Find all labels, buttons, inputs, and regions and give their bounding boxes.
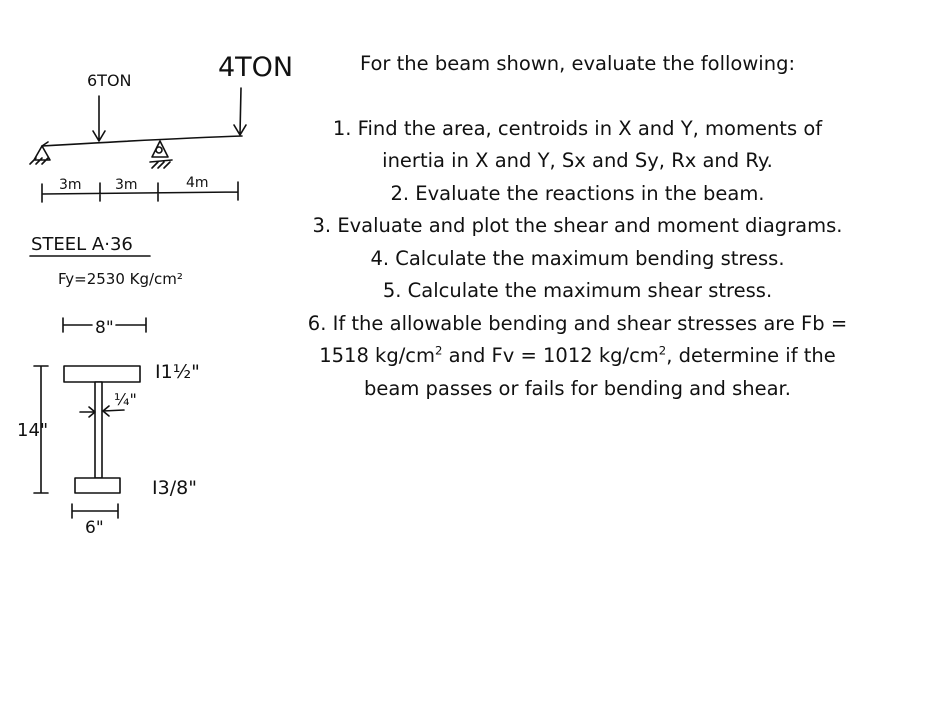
bottom-flange-width-dimension [72,504,118,518]
yield-strength-label: Fy=2530 Kg/cm² [58,270,183,288]
web-thickness-label: ¼" [114,390,137,409]
middle-support-icon [150,141,172,168]
load-4ton-label: 4TON [218,52,294,83]
load-6ton-label: 6TON [87,71,132,90]
top-flange-thickness-label: I1½" [155,361,200,383]
question-5: 5. Calculate the maximum shear stress. [382,279,773,302]
problem-statement [305,48,850,405]
top-flange-width-label: 8" [95,318,114,338]
depth-label: 14" [17,420,49,441]
beam-sketch [0,0,310,560]
question-3: 3. Evaluate and plot the shear and moment diagrams. [312,214,843,237]
question-6: 6. If the allowable bending and shear stresses are Fb = 1518 $kg/cm^2$ and Fv = 1012 $kg/cm^2$, determine if the beam passes or fails for bending and shear. [307,311,848,400]
question-2: 2. Evaluate the reactions in the beam. [390,181,765,205]
load-4ton-arrow [234,88,246,135]
bottom-flange-width-label: 6" [85,518,104,538]
material-label: STEEL A·36 [31,234,133,255]
web [95,382,102,478]
question-1: 1. Find the area, centroids in X and Y, moments of inertia in X and Y, Sx and Sy, Rx and Ry. [332,116,823,172]
question-4: 4. Calculate the maximum bending stress. [370,246,785,270]
beam-line [42,136,242,146]
top-flange [64,366,140,382]
span-1-label: 3m [59,177,82,193]
span-2-label: 3m [115,177,138,193]
problem-title: For the beam shown, evaluate the following: [359,52,796,75]
bottom-flange-thickness-label: I3/8" [152,477,197,499]
span-3-label: 4m [186,175,209,191]
left-support-icon [30,146,50,164]
load-6ton-arrow [93,96,105,141]
bottom-flange [75,478,120,493]
